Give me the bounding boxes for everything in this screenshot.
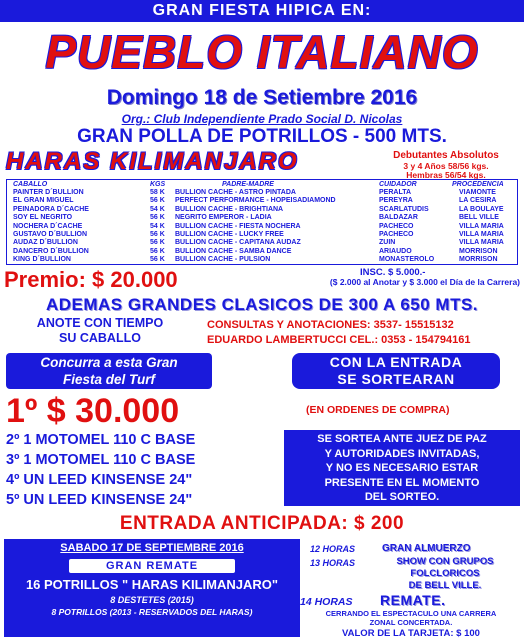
event-date: Domingo 18 de Setiembre 2016 bbox=[106, 86, 418, 109]
concurra-box bbox=[6, 353, 212, 389]
col-padre: PADRE-MADRE bbox=[222, 181, 274, 188]
cell-cuidador: PERALTA bbox=[379, 189, 412, 196]
haras-name: HARAS KILIMANJARO bbox=[6, 148, 299, 175]
cerrando-line1: CERRANDO EL ESPECTACULO UNA CARRERA bbox=[325, 609, 497, 618]
show-folcloricos bbox=[370, 556, 520, 594]
prize-4: 4º UN LEED KINSENSE 24" bbox=[6, 472, 193, 488]
cell-procedencia: MORRISON bbox=[459, 256, 498, 264]
cell-kgs: 56 K bbox=[150, 214, 165, 222]
table-row bbox=[7, 189, 517, 197]
first-prize: 1º $ 30.000 bbox=[6, 392, 180, 430]
cell-caballo: NOCHERA D´CACHE bbox=[13, 222, 83, 230]
note-line-5: DEL SORTEO. bbox=[364, 491, 440, 503]
cell-procedencia: VILLA MARIA bbox=[459, 222, 504, 230]
col-procedencia: PROCEDENCIA bbox=[452, 181, 504, 188]
show-line-2: FOLCLORICOS bbox=[410, 568, 480, 579]
premio-label: Premio: $ 20.000 bbox=[4, 267, 178, 292]
cell-kgs: 56 K bbox=[150, 197, 165, 205]
polla-title: GRAN POLLA DE POTRILLOS - 500 MTS. bbox=[77, 126, 447, 147]
cell-procedencia: VIAMONTE bbox=[459, 189, 496, 196]
cell-caballo: DANCERO D´BULLION bbox=[13, 247, 89, 255]
cell-kgs: 58 K bbox=[150, 189, 165, 196]
cell-padre: BULLION CACHE - FIESTA NOCHERA bbox=[175, 222, 301, 230]
table-row bbox=[7, 197, 517, 205]
sorteo-note-box bbox=[284, 430, 520, 506]
eduardo-phone: EDUARDO LAMBERTUCCI CEL.: 0353 - 154794161 bbox=[207, 334, 471, 346]
cell-caballo: SOY EL NEGRITO bbox=[13, 214, 73, 222]
cell-padre: BULLION CACHE - BRIGHTIANA bbox=[175, 205, 284, 213]
cell-cuidador: MONASTEROLO bbox=[379, 256, 435, 264]
cell-procedencia: BELL VILLE bbox=[459, 214, 499, 222]
ordenes-compra: (EN ORDENES DE COMPRA) bbox=[306, 404, 450, 416]
cell-padre: BULLION CACHE - ASTRO PINTADA bbox=[175, 189, 296, 196]
destetes-line: 8 DESTETES (2015) bbox=[110, 595, 194, 605]
col-cuidador: CUIDADOR bbox=[379, 181, 417, 188]
sabado-date: SABADO 17 DE SEPTIEMBRE 2016 bbox=[60, 542, 244, 554]
organizer-line: Org.: Club Independiente Prado Social D. Nicolas bbox=[121, 112, 403, 126]
town-title: PUEBLO ITALIANO bbox=[45, 26, 479, 78]
debutantes-age: 3 y 4 Años 58/56 kgs. bbox=[403, 161, 489, 171]
remate-pill: GRAN REMATE bbox=[68, 558, 236, 574]
col-kgs: KGS bbox=[150, 181, 166, 188]
con-entrada-box bbox=[292, 353, 500, 389]
cell-kgs: 54 K bbox=[150, 205, 165, 213]
cell-procedencia: MORRISON bbox=[459, 247, 498, 255]
almuerzo: GRAN ALMUERZO bbox=[382, 543, 471, 554]
cell-kgs: 56 K bbox=[150, 231, 165, 238]
cell-caballo: GUSTAVO D´BULLION bbox=[13, 231, 88, 238]
cell-padre: NEGRITO EMPEROR - LADIA bbox=[175, 214, 272, 222]
cell-cuidador: SCARLATUDIS bbox=[379, 205, 429, 213]
debutantes-hembras: Hembras 56/54 kgs. bbox=[406, 170, 486, 180]
cell-cuidador: ZUIN bbox=[379, 239, 396, 247]
cerrando-line2: ZONAL CONCERTADA. bbox=[369, 618, 453, 627]
entrada-anticipada: ENTRADA ANTICIPADA: $ 200 bbox=[119, 513, 405, 534]
cell-caballo: AUDAZ D´BULLION bbox=[13, 239, 78, 247]
cell-caballo: KING D´BULLION bbox=[13, 256, 71, 264]
table-row bbox=[7, 239, 517, 247]
inscription-detail: ($ 2.000 al Anotar y $ 3.000 el Día de la Carrera) bbox=[329, 277, 520, 287]
remate-word: REMATE. bbox=[380, 592, 446, 608]
table-row bbox=[7, 248, 517, 256]
cell-kgs: 56 K bbox=[150, 239, 165, 247]
hour-14: 14 HORAS bbox=[300, 596, 353, 608]
note-line-1: SE SORTEA ANTE JUEZ DE PAZ bbox=[317, 433, 487, 445]
cell-padre: BULLION CACHE - CAPITANA AUDAZ bbox=[175, 239, 301, 247]
note-line-3: Y NO ES NECESARIO ESTAR bbox=[325, 462, 479, 474]
note-line-4: PRESENTE EN EL MOMENTO bbox=[324, 476, 480, 489]
cell-cuidador: PACHECO bbox=[379, 231, 414, 238]
cell-cuidador: PEREYRA bbox=[379, 197, 413, 205]
valor-tarjeta: VALOR DE LA TARJETA: $ 100 bbox=[342, 628, 480, 639]
cell-cuidador: ARIAUDO bbox=[379, 247, 412, 255]
anote-line1: ANOTE CON TIEMPO bbox=[36, 316, 164, 330]
cell-kgs: 56 K bbox=[150, 247, 165, 255]
potrillos-line: 16 POTRILLOS " HARAS KILIMANJARO" bbox=[25, 577, 279, 592]
cell-padre: PERFECT PERFORMANCE - HOPEISADIAMOND bbox=[175, 197, 336, 205]
cell-procedencia: LA BOULAYE bbox=[459, 205, 504, 213]
debutantes-title: Debutantes Absolutos bbox=[393, 150, 499, 161]
cell-caballo: EL GRAN MIGUEL bbox=[13, 197, 74, 205]
col-caballo: CABALLO bbox=[13, 181, 48, 188]
cell-padre: BULLION CACHE - LUCKY FREE bbox=[175, 231, 284, 238]
prize-5: 5º UN LEED KINSENSE 24" bbox=[6, 492, 193, 508]
hour-12: 12 HORAS bbox=[310, 544, 356, 554]
con-entrada-line2: SE SORTEARAN bbox=[337, 371, 455, 387]
top-banner: GRAN FIESTA HIPICA EN: bbox=[0, 0, 524, 22]
cell-procedencia: VILLA MARIA bbox=[459, 239, 504, 247]
hour-13: 13 HORAS bbox=[310, 558, 356, 568]
note-line-2: Y AUTORIDADES INVITADAS, bbox=[324, 447, 480, 460]
table-row bbox=[7, 231, 517, 239]
table-row bbox=[7, 206, 517, 214]
prizes-list bbox=[6, 430, 286, 510]
cell-procedencia: VILLA MARIA bbox=[459, 231, 504, 238]
consultas-phone: CONSULTAS Y ANOTACIONES: 3537- 15515132 bbox=[207, 319, 454, 331]
cell-caballo: PAINTER D´BULLION bbox=[13, 189, 84, 196]
cell-cuidador: PACHECO bbox=[379, 222, 414, 230]
cell-kgs: 54 K bbox=[150, 222, 165, 230]
reservados-line: 8 POTRILLOS (2013 - RESERVADOS DEL HARAS) bbox=[51, 607, 253, 617]
cell-kgs: 56 K bbox=[150, 256, 165, 264]
table-row bbox=[7, 256, 517, 264]
prize-3: 3º 1 MOTOMEL 110 C BASE bbox=[6, 452, 196, 468]
table-row bbox=[7, 223, 517, 231]
inscription-fee: INSC. $ 5.000.- bbox=[360, 267, 426, 278]
concurra-line1: Concurra a esta Gran bbox=[40, 355, 178, 370]
table-row bbox=[7, 214, 517, 222]
horses-table bbox=[6, 179, 518, 265]
prize-2: 2º 1 MOTOMEL 110 C BASE bbox=[6, 432, 196, 448]
show-line-3: DE BELL VILLE. bbox=[408, 580, 482, 591]
clasicos-title: ADEMAS GRANDES CLASICOS DE 300 A 650 MTS. bbox=[45, 295, 479, 314]
con-entrada-line1: CON LA ENTRADA bbox=[329, 354, 463, 370]
anote-line2: SU CABALLO bbox=[59, 331, 141, 345]
cell-padre: BULLION CACHE - PULSION bbox=[175, 256, 271, 264]
cell-cuidador: BALDAZAR bbox=[379, 214, 418, 222]
cell-procedencia: LA CESIRA bbox=[459, 197, 497, 205]
show-line-1: SHOW CON GRUPOS bbox=[396, 556, 494, 567]
concurra-line2: Fiesta del Turf bbox=[62, 372, 156, 387]
cell-caballo: PEINADORA D´CACHE bbox=[13, 205, 89, 213]
cell-padre: BULLION CACHE - SAMBA DANCE bbox=[175, 247, 292, 255]
